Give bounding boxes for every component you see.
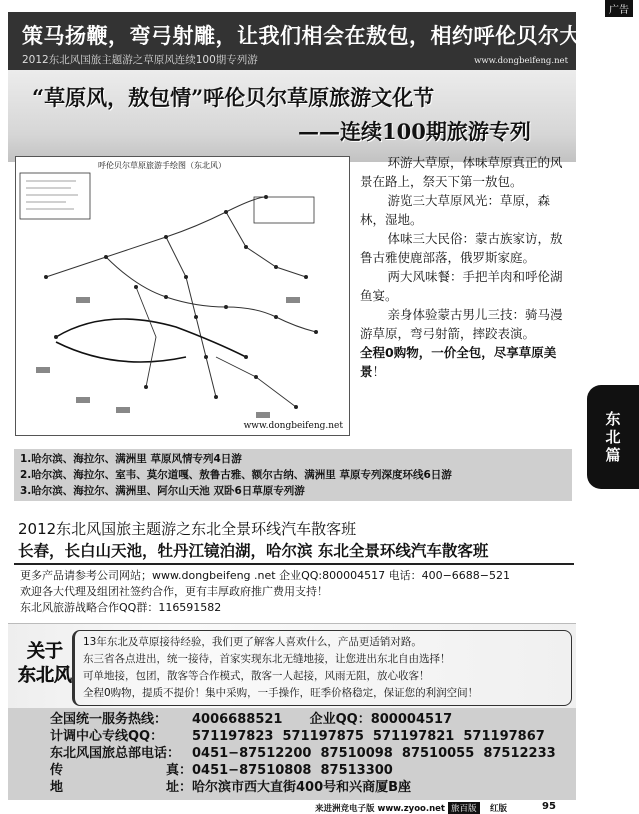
- feature-highlight: [360, 343, 572, 381]
- contact-key-part: 真：: [165, 763, 192, 778]
- footer-web: 来进洲竞电子版 www.zyoo.net: [315, 804, 445, 814]
- about-section: [8, 623, 576, 708]
- contact-value: 哈尔滨市西大直街400号和兴商厦B座: [192, 780, 412, 795]
- contact-value: 4006688521 企业QQ：800004517: [192, 712, 453, 727]
- contact-row: [50, 779, 576, 796]
- feature-highlight-end: ！: [372, 364, 386, 379]
- about-text: [72, 630, 572, 706]
- info-line: 更多产品请参考公司网站；www.dongbeifeng .net 企业QQ:800004517 电话：400−6688−521: [20, 569, 511, 582]
- feature-highlight-text: 全程0购物，一价全包，尽享草原美景: [360, 345, 557, 379]
- feature-list: [360, 153, 572, 381]
- section-tab-char: 篇: [605, 446, 621, 464]
- map-url: www.dongbeifeng.net: [243, 421, 343, 431]
- about-label-line: 关于: [27, 641, 63, 662]
- bus-tour-title: 2012东北风国旅主题游之东北全景环线汽车散客班: [18, 520, 357, 538]
- ad-tag: 广告: [605, 0, 633, 17]
- company-info: [20, 568, 510, 616]
- contact-row: [50, 728, 576, 745]
- route-item: 2.哈尔滨、海拉尔、室韦、莫尔道嘎、敖鲁古雅、额尔古纳、满洲里 草原专列深度环线6日游: [20, 469, 452, 481]
- contact-row: [50, 745, 576, 762]
- section-tab-char: 东: [605, 410, 621, 428]
- title-banner: [8, 70, 576, 162]
- feature-item: 两大风味餐：手把羊肉和呼伦湖鱼宴。: [360, 269, 563, 303]
- contact-key-part: 址：: [165, 780, 192, 795]
- about-label-line: 东北风: [18, 665, 72, 686]
- footer-section-box: 旅百版: [448, 802, 480, 814]
- route-item: 1.哈尔滨、海拉尔、满洲里 草原风情专列4日游: [20, 453, 242, 465]
- contact-key: 全国统一服务热线：: [50, 712, 168, 727]
- feature-item: 游览三大草原风光：草原，森林，湿地。: [360, 193, 551, 227]
- about-line: 可单地接，包团，散客等合作模式，散客一人起接，风雨无阻，放心收客！: [83, 670, 430, 682]
- feature-item: 体味三大民俗：蒙古族家访，敖鲁古雅使鹿部落，俄罗斯家庭。: [360, 231, 563, 265]
- section-tab-char: 北: [605, 428, 621, 446]
- header-subtitle: 2012东北风国旅主题游之草原风连续100期专列游: [22, 54, 258, 66]
- contact-row: [50, 711, 576, 728]
- contact-value: 0451−87512200 87510098 87510055 87512233: [192, 746, 556, 761]
- contact-row: [50, 762, 576, 779]
- page-number: 95: [542, 801, 556, 812]
- banner-title-line2: ——连续100期旅游专列: [298, 119, 531, 144]
- info-line: 东北风旅游战略合作QQ群：116591582: [20, 601, 222, 614]
- info-line: 欢迎各大代理及组团社签约合作，更有丰厚政府推广费用支持！: [20, 585, 328, 598]
- contact-key-part: 传: [50, 763, 64, 778]
- map-title: 呼伦贝尔草原旅游手绘图（东北风）: [98, 161, 226, 170]
- divider: [14, 563, 574, 565]
- feature-item: 环游大草原，体味草原真正的风景在路上，祭天下第一敖包。: [360, 155, 563, 189]
- about-line: 13年东北及草原接待经验，我们更了解客人喜欢什么，产品更适销对路。: [83, 636, 422, 648]
- route-map-drawing: [16, 157, 349, 435]
- footer-edition: 红版: [490, 804, 508, 814]
- about-line: 东三省各点进出，统一接待，首家实现东北无缝地接，让您进出东北自由选择！: [83, 653, 451, 665]
- about-line: 全程0购物，提质不提价！集中采购，一手操作，旺季价格稳定，保证您的利润空间！: [83, 687, 479, 699]
- contact-key: [50, 779, 192, 796]
- contact-key-part: 地: [50, 780, 64, 795]
- contact-value: 571197823 571197875 571197821 571197867: [192, 729, 545, 744]
- contact-key: [50, 762, 192, 779]
- header-banner: [8, 12, 624, 70]
- banner-title-line1: “草原风，敖包情”呼伦贝尔草原旅游文化节: [32, 85, 435, 110]
- route-map: [15, 156, 350, 436]
- contact-block: [8, 708, 576, 800]
- route-item: 3.哈尔滨、海拉尔、满洲里、阿尔山天池 双卧6日草原专列游: [20, 485, 305, 497]
- feature-item: 亲身体验蒙古男儿三技：骑马漫游草原，弯弓射箭，摔跤表演。: [360, 307, 563, 341]
- route-list: [14, 449, 572, 501]
- about-label: [18, 640, 72, 688]
- contact-value: 0451−87510808 87513300: [192, 763, 393, 778]
- section-tab: [587, 385, 639, 489]
- header-slogan: 策马扬鞭，弯弓射雕，让我们相会在敖包，相约呼伦贝尔大草原: [22, 24, 624, 48]
- page-footer: [0, 802, 639, 814]
- contact-key: 东北风国旅总部电话：: [50, 746, 181, 761]
- bus-tour-subtitle: 长春，长白山天池，牡丹江镜泊湖，哈尔滨 东北全景环线汽车散客班: [18, 542, 489, 560]
- header-url: www.dongbeifeng.net: [474, 56, 568, 66]
- contact-key: 计调中心专线QQ：: [50, 729, 164, 744]
